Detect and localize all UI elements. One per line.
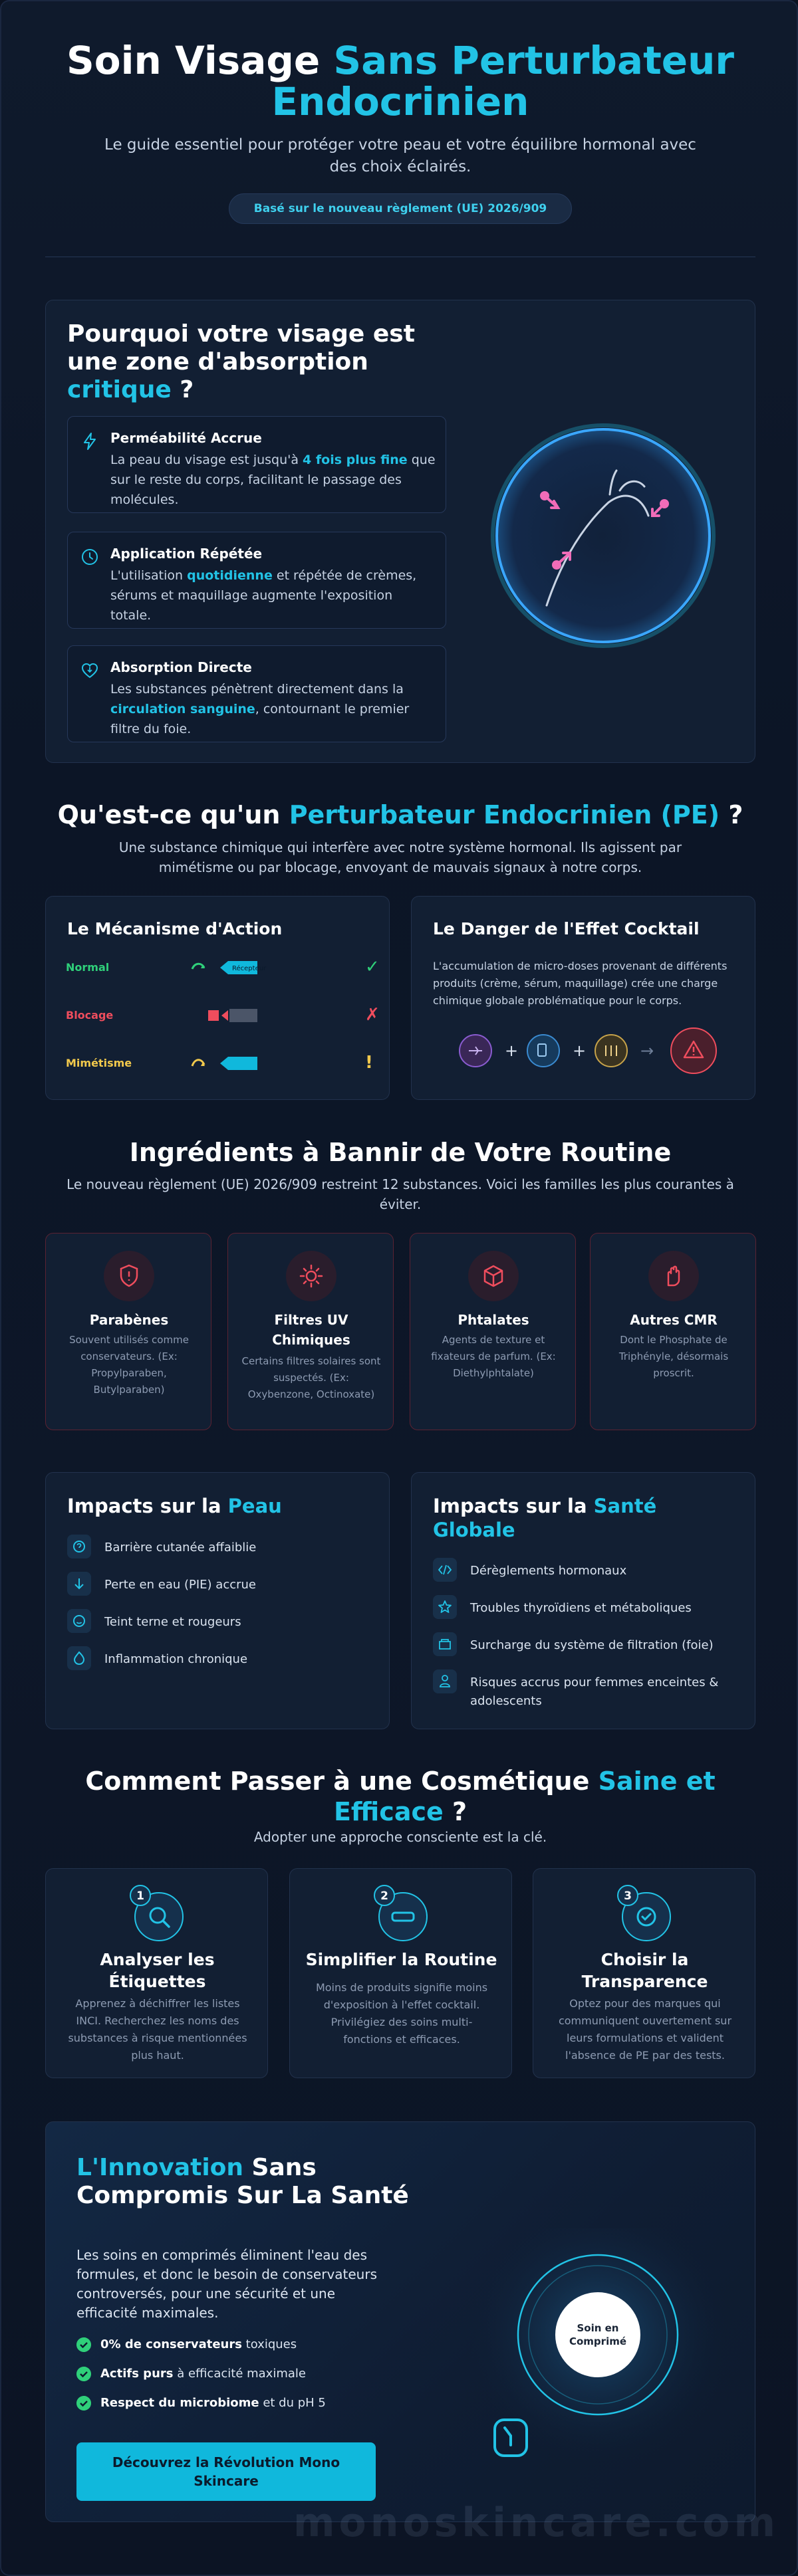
mechanism-result-icon: ✗ [365, 1005, 380, 1025]
discover-mono-skincare-button[interactable]: Découvrez la Révolution Mono Skincare [76, 2442, 376, 2501]
cocktail-card [411, 896, 755, 1100]
face-absorption-illustration [490, 423, 716, 649]
innovation-title-highlight: L'Innovation [76, 2154, 244, 2181]
mechanism-row-normal [66, 954, 380, 981]
lightning-icon [80, 431, 100, 451]
steps-title-end: ? [443, 1797, 467, 1826]
feature-title: Absorption Directe [110, 659, 252, 675]
step-card-2 [289, 1868, 512, 2078]
mechanism-result-icon: ✓ [365, 957, 380, 977]
person-icon [433, 1669, 457, 1693]
tablet-orb-illustration [458, 2228, 737, 2508]
plus-sign: + [573, 1041, 587, 1060]
mechanism-label: Blocage [66, 1009, 114, 1021]
feature-application [67, 532, 446, 629]
impact-text: Barrière cutanée affaiblie [104, 1541, 257, 1555]
impact-text: Perte en eau (PIE) accrue [104, 1578, 256, 1592]
receptor-label: Récepteur [232, 965, 267, 972]
step-card-1 [45, 1868, 268, 2078]
skin-impacts-title-part: Impacts sur la [67, 1495, 228, 1517]
steps-title-highlight: Saine et Efficace [333, 1767, 716, 1826]
impact-text: Risques accrus pour femmes enceintes & adolescents [470, 1675, 719, 1708]
ingredient-text: Dont le Phosphate de Triphényle, désormais proscrit. [618, 1334, 729, 1379]
definition-title-end: ? [720, 800, 743, 829]
feature-text [110, 450, 436, 510]
innovation-cta-card [45, 2121, 755, 2522]
mechanism-title: Le Mécanisme d'Action [67, 919, 283, 938]
definition-subtitle: Une substance chimique qui interfère avec notre système hormonal. Ils agissent par mimétisme ou par blocage, envoyant de mauvais signaux à notre corps. [118, 839, 682, 875]
health-impacts-title-highlight: Santé Globale [433, 1495, 657, 1541]
receptor-blocked-diagram [172, 1002, 345, 1029]
mechanism-card [45, 896, 390, 1100]
ingredient-title: Autres CMR [630, 1312, 718, 1328]
feature-text-part: L'utilisation [110, 568, 188, 583]
mechanism-row-mimicry [66, 1050, 372, 1077]
health-impacts-title-part: Impacts sur la [433, 1495, 594, 1517]
feature-text-highlight: quotidienne [187, 568, 273, 583]
mechanism-row-blocking [66, 1002, 380, 1029]
benefit-text [100, 2337, 297, 2351]
feature-absorption [67, 645, 446, 742]
clock-icon [80, 547, 100, 567]
filter-icon [433, 1632, 457, 1656]
step-title: Analyser les Étiquettes [100, 1950, 215, 1991]
ingredient-card-uv-filters [227, 1233, 394, 1430]
ingredient-card-parabens [45, 1233, 211, 1430]
ingredients-subtitle: Le nouveau règlement (UE) 2026/909 restreint 12 substances. Voici les familles les plus courantes à éviter. [66, 1176, 734, 1212]
feature-text-part: , contournant le premier filtre du foie. [110, 702, 410, 736]
definition-title [1, 800, 798, 829]
star-icon [433, 1595, 457, 1619]
ingredient-title: Parabènes [89, 1312, 169, 1328]
code-icon [433, 1558, 457, 1582]
ingredient-text: Agents de texture et fixateurs de parfum. (Ex: Diethylphtalate) [431, 1334, 556, 1379]
site-watermark: monoskincare.com [293, 2500, 779, 2546]
impact-text: Surcharge du système de filtration (foie) [470, 1638, 714, 1652]
benefit-text-bold: Actifs purs [100, 2367, 174, 2381]
absorption-title [67, 320, 466, 404]
step-number: 3 [624, 1889, 632, 1903]
ingredient-text: Souvent utilisés comme conservateurs. (Ex: Propylparaben, Butylparaben) [69, 1334, 189, 1396]
page-subtitle: Le guide essentiel pour protéger votre peau et votre équilibre hormonal avec des choix éclairés. [104, 136, 696, 175]
health-impacts-card [411, 1472, 755, 1729]
flame-icon [67, 1646, 91, 1670]
arrow-down-icon [67, 1572, 91, 1596]
mechanism-result-icon: ! [365, 1053, 373, 1073]
steps-subtitle: Adopter une approche consciente est la clé. [253, 1829, 547, 1845]
feature-text-highlight: 4 fois plus fine [303, 453, 408, 467]
tablet-label: Soin en Comprimé [569, 2322, 627, 2347]
skin-impacts-card [45, 1472, 390, 1729]
benefit-text [100, 2367, 306, 2381]
feature-title: Application Répétée [110, 546, 263, 562]
page-title-highlight: Sans Perturbateur Endocrinien [271, 38, 735, 124]
feature-text-highlight: circulation sanguine [110, 702, 255, 716]
mechanism-label: Normal [66, 961, 110, 974]
step-title: Simplifier la Routine [305, 1950, 497, 1969]
ingredient-card-phthalates [410, 1233, 576, 1430]
feature-text-part: Les substances pénètrent directement dans la [110, 682, 404, 697]
step-number: 1 [136, 1889, 144, 1903]
step-text: Apprenez à déchiffrer les listes INCI. Recherchez les noms des substances à risque mentionnées plus haut. [68, 1997, 247, 2062]
step-card-3 [533, 1868, 755, 2078]
step-number: 2 [380, 1889, 388, 1903]
benefit-text [100, 2396, 326, 2410]
shield-alert-icon [104, 1251, 154, 1301]
plus-sign: + [505, 1041, 519, 1060]
feature-title: Perméabilité Accrue [110, 430, 262, 446]
receptor-normal-diagram [172, 954, 345, 981]
question-icon [67, 1535, 91, 1558]
ingredient-text: Certains filtres solaires sont suspectés. (Ex: Oxybenzone, Octinoxate) [241, 1355, 381, 1400]
benefit-text-rest: et du pH 5 [259, 2396, 326, 2410]
cocktail-title: Le Danger de l'Effet Cocktail [433, 919, 700, 938]
ingredients-title: Ingrédients à Bannir de Votre Routine [129, 1138, 672, 1167]
innovation-title-part: Sans Compromis Sur La Santé [76, 2154, 409, 2209]
feature-text-part: que sur le reste du corps, facilitant le passage des molécules. [110, 453, 436, 507]
skin-impacts-title [67, 1494, 373, 1518]
impact-text: Teint terne et rougeurs [104, 1615, 241, 1629]
feature-text [110, 566, 436, 625]
step-text: Moins de produits signifie moins d'exposition à l'effet cocktail. Privilégiez des soins multi-fonctions et efficaces. [315, 1981, 488, 2046]
absorption-title-highlight: critique [67, 376, 172, 403]
cube-icon [468, 1251, 519, 1301]
step-text: Optez pour des marques qui communiquent ouvertement sur leurs formulations et valident l'absence de PE par des tests. [558, 1997, 732, 2062]
innovation-text: Les soins en comprimés éliminent l'eau des formules, et donc le besoin de conservateurs controversés, pour une sécurité et une efficacité maximales. [76, 2247, 378, 2321]
innovation-title [76, 2154, 422, 2210]
heart-drop-icon [80, 661, 100, 681]
sun-icon [286, 1251, 336, 1301]
minus-icon [371, 1883, 431, 1943]
arrow-right-icon: → [640, 1041, 654, 1060]
definition-title-highlight: Perturbateur Endocrinien (PE) [289, 800, 720, 829]
cocktail-text: L'accumulation de micro-doses provenant de différents produits (crème, sérum, maquillage) crée une charge chimique globale problématique pour le corps. [433, 960, 728, 1007]
benefit-text-bold: Respect du microbiome [100, 2396, 259, 2410]
search-icon [127, 1883, 187, 1943]
page-title [1, 40, 798, 122]
benefit-text-rest: à efficacité maximale [173, 2367, 306, 2381]
steps-title [28, 1766, 773, 1827]
absorption-title-end: ? [171, 376, 194, 403]
feature-permeability [67, 416, 446, 513]
definition-title-part: Qu'est-ce qu'un [57, 800, 289, 829]
feature-text-part: et répétée de crèmes, sérums et maquillage augmente l'exposition totale. [110, 568, 417, 623]
step-title: Choisir la Transparence [581, 1950, 708, 1991]
page-title-part: Soin Visage [66, 38, 334, 83]
health-impacts-title [433, 1494, 739, 1542]
impact-text: Inflammation chronique [104, 1652, 248, 1666]
absorption-title-part: Pourquoi votre visage est une zone d'absorption [67, 320, 415, 376]
check-circle-icon [76, 2396, 91, 2411]
absorption-section [45, 300, 755, 763]
badge-check-icon [614, 1883, 674, 1943]
cocktail-diagram [452, 1027, 718, 1080]
feature-text [110, 679, 436, 739]
benefit-text-bold: 0% de conservateurs [100, 2337, 242, 2351]
ingredient-title: Filtres UV Chimiques [272, 1312, 350, 1348]
steps-title-part: Comment Passer à une Cosmétique [85, 1767, 598, 1796]
ingredient-card-cmr [590, 1233, 756, 1430]
impact-text: Troubles thyroïdiens et métaboliques [470, 1601, 692, 1615]
mechanism-label: Mimétisme [66, 1057, 132, 1069]
feature-text-part: La peau du visage est jusqu'à [110, 453, 303, 467]
benefit-text-rest: toxiques [241, 2337, 297, 2351]
impact-text: Dérèglements hormonaux [470, 1564, 627, 1578]
receptor-mimicry-diagram [172, 1050, 345, 1077]
check-circle-icon [76, 2367, 91, 2381]
hand-icon [648, 1251, 699, 1301]
ingredient-title: Phtalates [458, 1312, 529, 1328]
check-circle-icon [76, 2337, 91, 2352]
face-icon [67, 1609, 91, 1633]
skin-impacts-title-highlight: Peau [227, 1495, 282, 1517]
regulation-badge: Basé sur le nouveau règlement (UE) 2026/909 [229, 193, 572, 224]
